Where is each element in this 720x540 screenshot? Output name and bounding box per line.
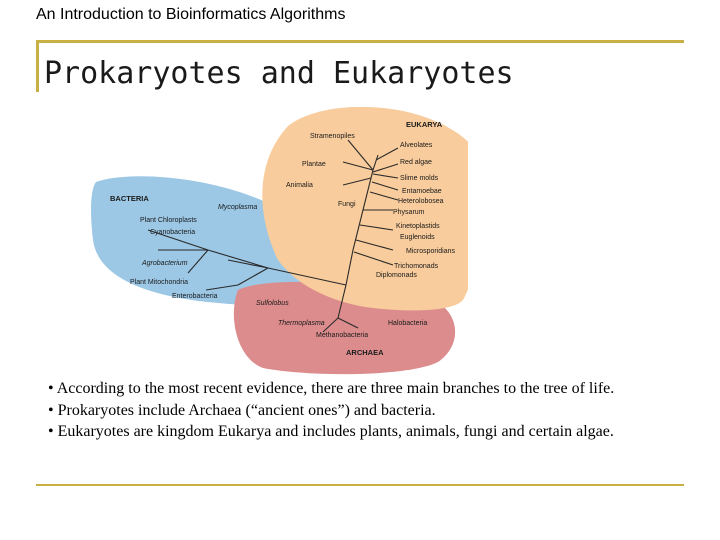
bac-label: Agrobacterium <box>142 260 188 267</box>
bullet-item: • Prokaryotes include Archaea (“ancient ones”) and bacteria. <box>48 401 436 419</box>
tree-of-life-diagram <box>88 100 468 375</box>
euk-label: Entamoebae <box>402 188 442 195</box>
slide-title-container <box>44 52 604 90</box>
bullet-list <box>48 378 678 443</box>
frame-left-rule <box>36 40 39 92</box>
bacteria-title: BACTERIA <box>110 194 149 203</box>
euk-label: Animalia <box>286 182 313 189</box>
arc-label: Thermoplasma <box>278 320 325 327</box>
arc-label: Methanobacteria <box>316 332 369 339</box>
bullet-item: • Eukaryotes are kingdom Eukarya and includes plants, animals, fungi and certain algae. <box>48 423 614 440</box>
bac-label: Plant Mitochondria <box>130 279 188 286</box>
tree-of-life-figure <box>88 100 468 375</box>
eukarya-title: EUKARYA <box>406 120 443 129</box>
euk-label: Trichomonads <box>394 263 439 270</box>
bac-label: Plant Chloroplasts <box>140 217 197 224</box>
arc-label: Halobacteria <box>388 320 428 327</box>
bac-label: Cyanobacteria <box>150 229 196 236</box>
euk-label: Fungi <box>338 201 356 208</box>
euk-label: Alveolates <box>400 142 433 149</box>
euk-label: Slime molds <box>400 175 439 182</box>
frame-top-rule <box>36 40 684 43</box>
euk-label: Red algae <box>400 159 432 166</box>
euk-label: Euglenoids <box>400 234 435 241</box>
euk-label: Physarum <box>393 209 425 216</box>
euk-label: Heterolobosea <box>398 198 444 205</box>
bullet-item: • According to the most recent evidence, there are three main branches to the tree of life. <box>48 380 615 397</box>
euk-label: Stramenopiles <box>310 133 355 140</box>
slide-title: Prokaryotes and Eukaryotes <box>44 56 514 90</box>
frame-bottom-rule <box>36 484 684 486</box>
bac-label: Mycoplasma <box>218 204 258 211</box>
course-header: An Introduction to Bioinformatics Algorithms <box>36 6 346 23</box>
euk-label: Microsporidians <box>406 248 456 255</box>
euk-label: Plantae <box>302 161 326 168</box>
archaea-title: ARCHAEA <box>346 348 384 357</box>
arc-label: Sulfolobus <box>256 300 289 307</box>
euk-label: Kinetoplastids <box>396 223 440 230</box>
euk-label: Diplomonads <box>376 272 417 279</box>
bac-label: Enterobacteria <box>172 293 218 300</box>
